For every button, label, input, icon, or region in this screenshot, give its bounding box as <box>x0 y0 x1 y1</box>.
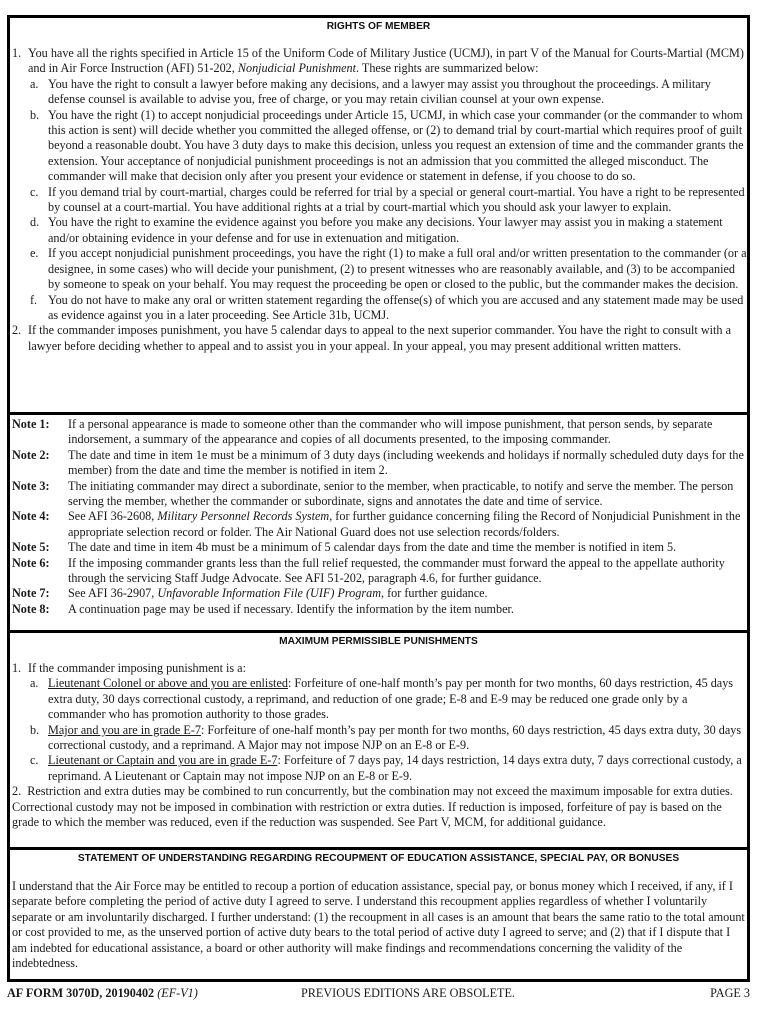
form-id: AF FORM 3070D, 20190402 (EF-V1) <box>7 986 198 1000</box>
note-1: Note 1: If a personal appearance is made to someone other than the commander who will impose punishment, that person sends, by separate indorsement, a summary of the appearance and copies of all documents presented, to the imposing commander. <box>12 417 713 447</box>
punishments-title: MAXIMUM PERMISSIBLE PUNISHMENTS <box>279 636 478 647</box>
note-8: Note 8: A continuation page may be used if necessary. Identify the information by the item number. <box>12 601 514 616</box>
note-3: Note 3: The initiating commander may direct a subordinate, senior to the member, when practicable, to notify and serve the member. The person serving the member, whether the commander or subordinate, signs and annotates the date and time of service. <box>12 478 734 509</box>
punishments-sub-a: a. Lieutenant Colonel or above and you are enlisted: Forfeiture of one-half month’s pay per month for two months, 60 days restriction, 45 days extra duty, 30 days correctional custody, a reprimand, and reduction of one grade; E-8 and E-9 may be reduced one grade only by a commander who has promotion authority to those grades. <box>30 676 734 722</box>
note-5: Note 5: The date and time in item 4b must be a minimum of 5 calendar days from the date and time the member is notified in item 5. <box>12 540 677 555</box>
note-6: Note 6: If the imposing commander grants less than the full relief requested, the commander must forward the appeal to the appellate authority through the servicing Staff Judge Advocate. See AFI 51-202, paragraph 4.6, for further guidance. <box>12 555 725 586</box>
notes-section <box>10 417 747 617</box>
punishments-sub-b: b. Major and you are in grade E-7: Forfeiture of one-half month’s pay per month for two months, 60 days restriction, 45 days extra duty, 30 days correctional custody, and a reprimand. A Major may not impose NJP on an E-8 or E-9. <box>30 722 742 753</box>
punishments-item-2: 2. Restriction and extra duties may be combined to run concurrently, but the combination may not exceed the maximum imposable for extra duties. Correctional custody may not be imposed in combination with restriction or extra duties. If reduction is imposed, forfeiture of pay is based on the grade to which the member was reduced, even if the reduction was suspended. See Part V, MCM, for additional guidance. <box>12 784 733 830</box>
section-divider <box>10 847 747 850</box>
rights-title: RIGHTS OF MEMBER <box>326 21 431 32</box>
punishments-item-1: 1. If the commander imposing punishment is a: <box>12 661 246 675</box>
section-divider <box>10 412 747 415</box>
page-number: PAGE 3 <box>710 986 750 1000</box>
statement-text: I understand that the Air Force may be entitled to recoup a portion of education assistance, special pay, or bonus money which I received, if any, if I separate before completing the period of active duty I agreed to serve. I understand this recoupment applies regardless of whether I voluntarily separate or am involuntarily discharged. I further understand: (1) the recoupment in all cases is an amount that bears the same ratio to the total amount or cost provided to me, as the unserved portion of active duty bears to the total period of active duty I agreed to serve; and (2) that if I dispute that I am indebted for educational assistance, a board or other authority will make findings and recommendations concerning the validity of the indebtedness. <box>12 879 745 971</box>
rights-sub-d: d. You have the right to examine the evidence against you before you make any decisions. Your lawyer may assist you in making a statement and/or obtaining evidence in your defense and for use in extenuation and mitigation. <box>30 215 723 245</box>
statement-section <box>10 853 747 971</box>
punishments-body <box>10 661 747 830</box>
statement-title: STATEMENT OF UNDERSTANDING REGARDING RECOUPMENT OF EDUCATION ASSISTANCE, SPECIAL PAY, OR BONUSES <box>77 853 680 864</box>
note-2: Note 2: The date and time in item 1e must be a minimum of 3 duty days (including weekends and holidays if normally scheduled duty days for the member) from the date and time the member is notified in item 2. <box>12 447 744 478</box>
obsolete-notice: PREVIOUS EDITIONS ARE OBSOLETE. <box>301 986 515 1000</box>
punishments-sub-c: c. Lieutenant or Captain and you are in grade E-7: Forfeiture of 7 days pay, 14 days restriction, 14 days extra duty, 7 days correctional custody, a reprimand. A Lieutenant or Captain may not impose NJP on an E-8 or E-9. <box>30 753 742 783</box>
rights-item-2: 2. If the commander imposes punishment, you have 5 calendar days to appeal to the next superior commander. You have the right to consult with a lawyer before deciding whether to appeal and to assist you in your appeal. In your appeal, you may present additional written matters. <box>12 323 731 353</box>
rights-sub-e: e. If you accept nonjudicial punishment proceedings, you have the right (1) to make a full oral and/or written presentation to the commander (or a designee, in some cases) who will decide your punishment, (2) to present witnesses who are reasonably available, and (3) to be accompanied by someone to speak on your behalf. You may request the proceeding be open or closed to the public, but the commander makes the decision. <box>30 246 747 292</box>
form-box <box>7 15 750 982</box>
rights-sub-f: f. You do not have to make any oral or written statement regarding the offense(s) of which you are accused and any statement made may be used as evidence against you in a later proceeding. See Article 31b, UCMJ. <box>30 292 744 322</box>
punishments-section <box>10 636 747 830</box>
form-version: (EF-V1) <box>157 986 198 1000</box>
rights-sub-c: c. If you demand trial by court-martial, charges could be referred for trial by a special or general court-martial. You have a right to be represented by counsel at a court-martial. You have additional rights at a trial by court-martial which you should ask your lawyer to explain. <box>30 184 745 215</box>
rights-sub-a: a. You have the right to consult a lawyer before making any decisions, and a lawyer may assist you throughout the proceedings. A military defense counsel is available to advise you, free of charge, or you may retain civilian counsel at your own expense. <box>30 76 711 107</box>
form-footer <box>7 986 750 1004</box>
note-7: Note 7: See AFI 36-2907, Unfavorable Information File (UIF) Program, for further guidance. <box>12 586 488 601</box>
afi-title: Nonjudicial Punishment <box>237 61 357 76</box>
section-divider <box>10 630 747 633</box>
rights-sub-b: b. You have the right (1) to accept nonjudicial proceedings under Article 15, UCMJ, in which case your commander (or the commander to whom this action is sent) will decide whether you committed the alleged offense, or (2) to demand trial by court-martial which requires proof of guilt beyond a reasonable doubt. You have 3 duty days to make this decision, unless you request an extension of time and the commander grants the extension. Your acceptance of nonjudicial punishment proceedings is not an admission that you committed the alleged misconduct. The commander will make that decision only after you present your evidence or statement in defense, if you choose to do so. <box>30 107 744 184</box>
rights-item-1: 1. You have all the rights specified in Article 15 of the Uniform Code of Military Justice (UCMJ), in part V of the Manual for Courts-Martial (MCM) and in Air Force Instruction (AFI) 51-202, Nonjudicial Punishment. These rights are summarized below: <box>12 46 744 76</box>
rights-section <box>10 21 747 354</box>
rights-item-1-num: 1. <box>12 46 22 60</box>
rights-body <box>10 46 747 354</box>
note-4: Note 4: See AFI 36-2608, Military Personnel Records System, for further guidance concerning filing the Record of Nonjudicial Punishment in the appropriate selection record or folder. The Air National Guard does not use selection records/folders. <box>12 509 741 539</box>
